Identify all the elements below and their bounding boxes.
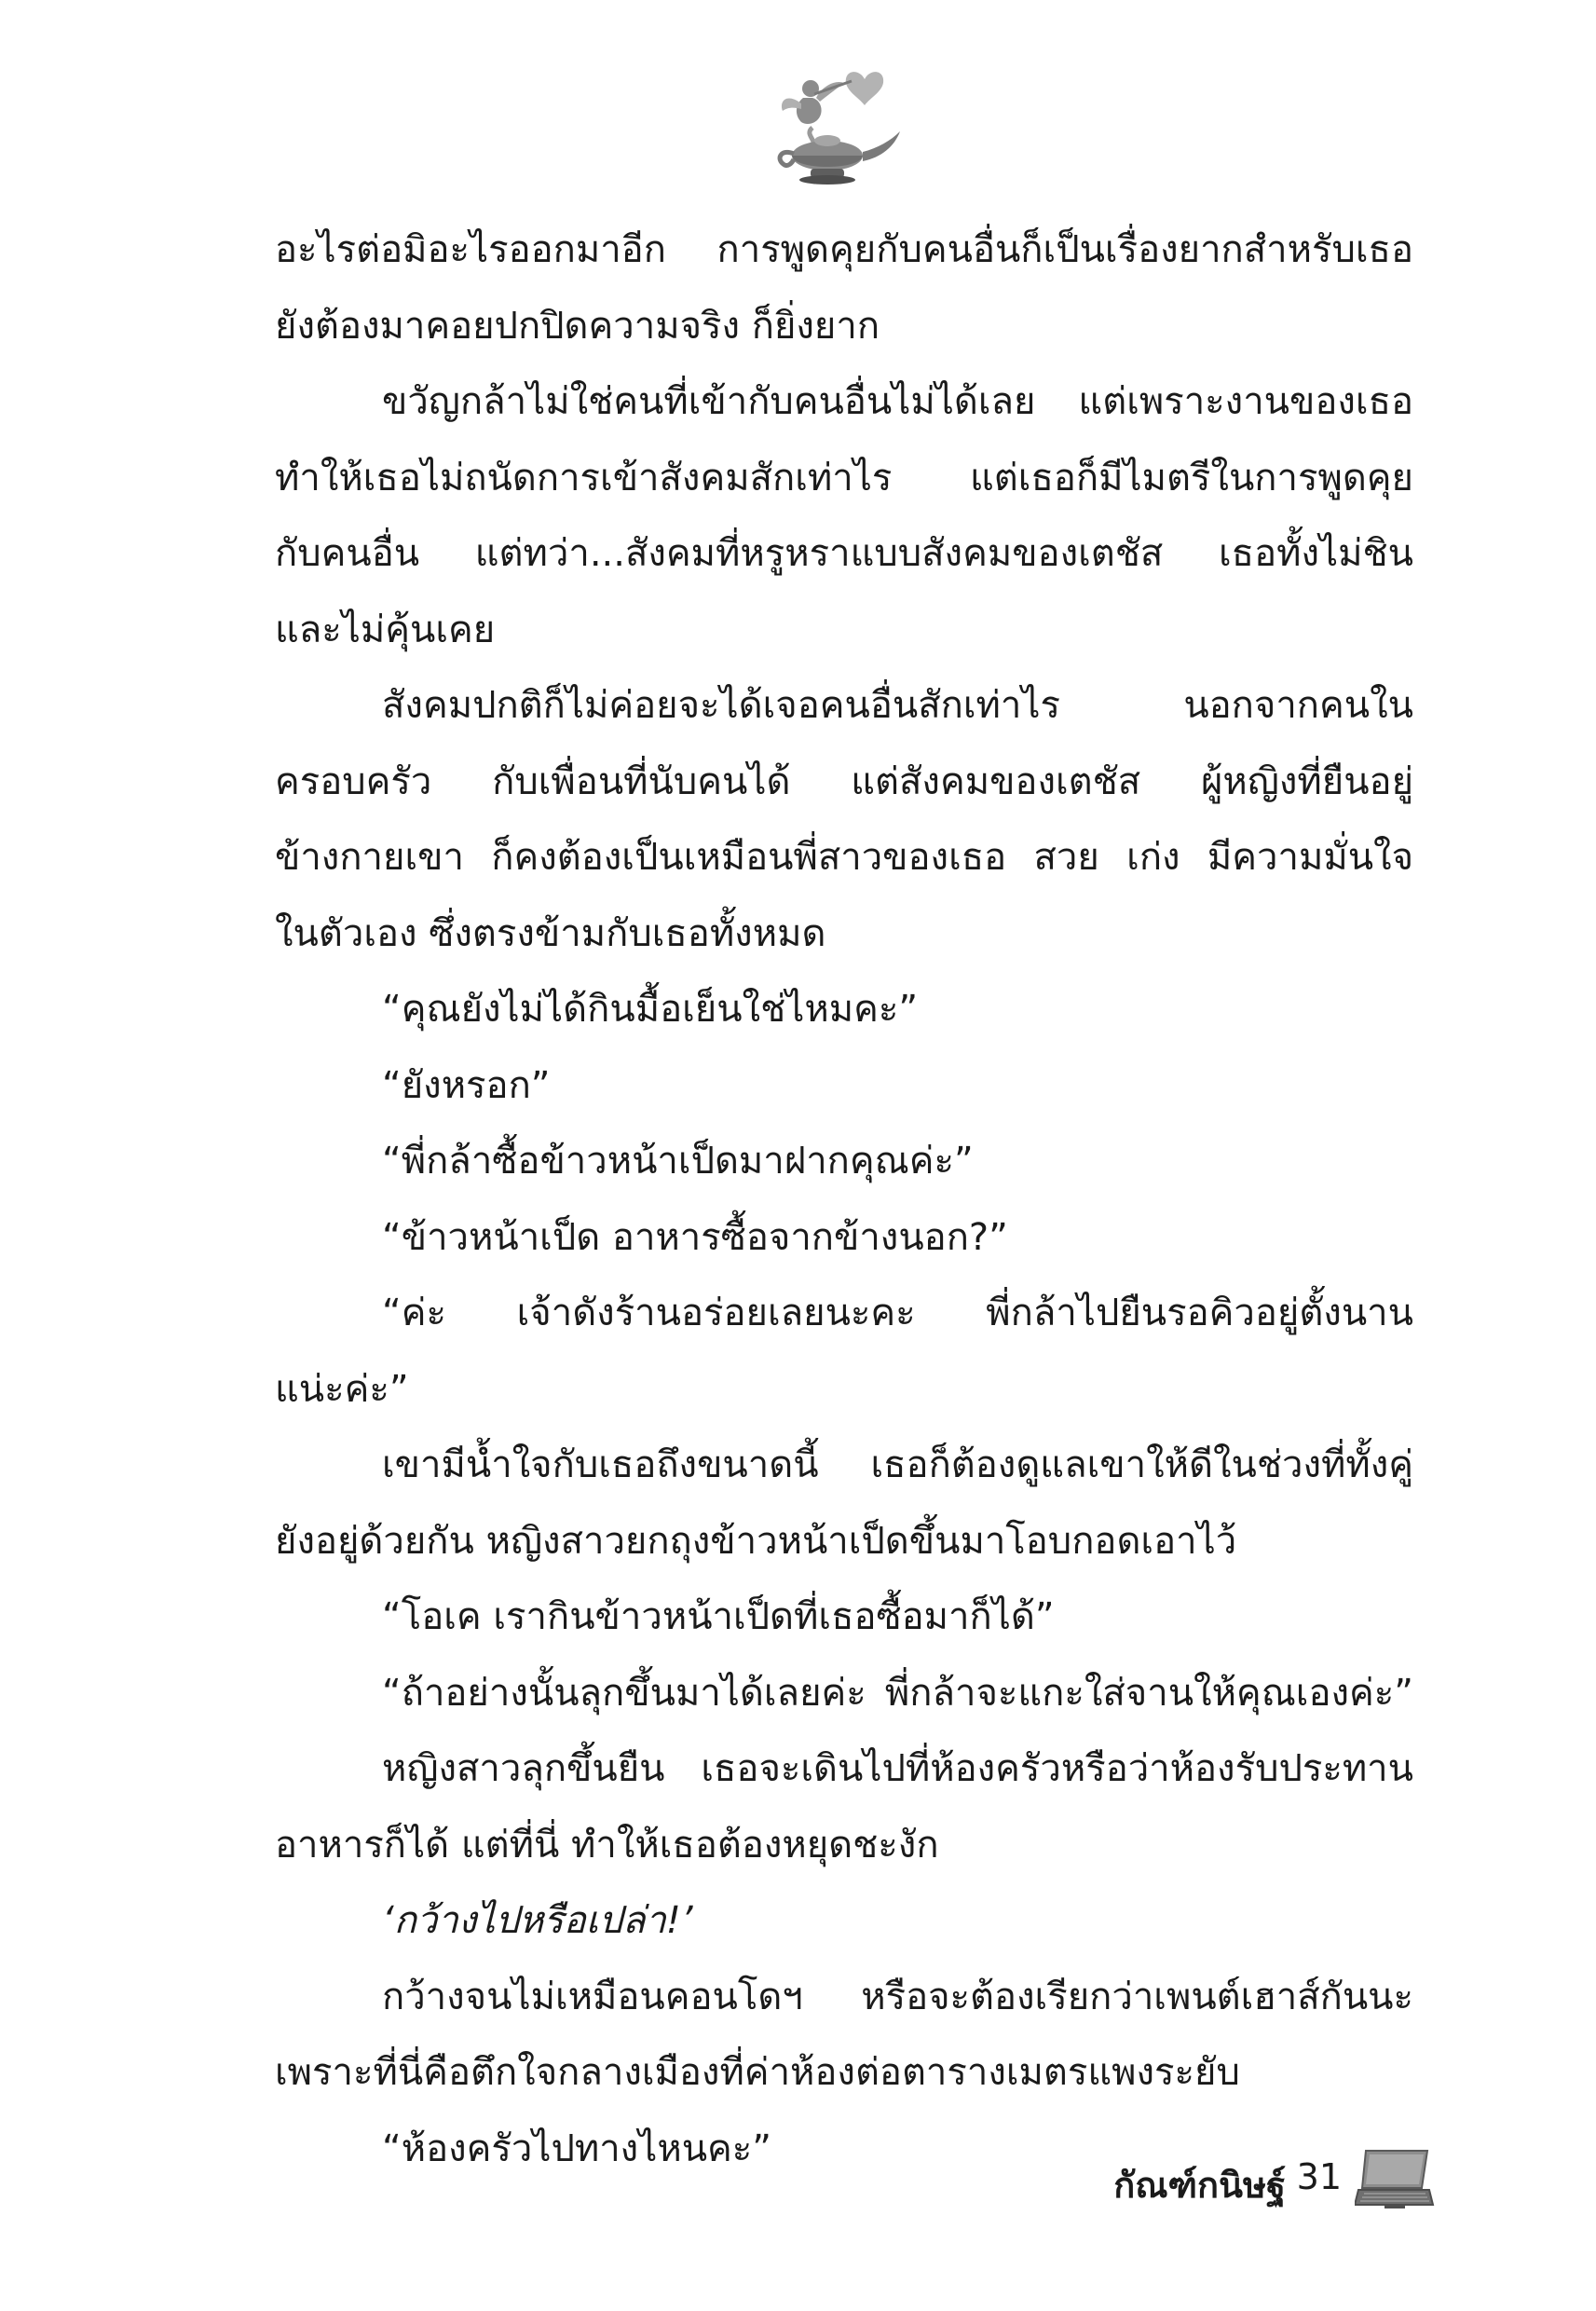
text-line: ในตัวเอง ซึ่งตรงข้ามกับเธอทั้งหมด <box>275 911 826 955</box>
magic-lamp-icon <box>755 51 913 191</box>
body-text <box>275 212 1413 2187</box>
text-line: กับคนอื่น แต่ทว่า...สังคมที่หรูหราแบบสังคมของเตชัส เธอทั้งไม่ชิน <box>275 532 1413 575</box>
text-line: ทำให้เธอไม่ถนัดการเข้าสังคมสักเท่าไร แต่เธอก็มีไมตรีในการพูดคุย <box>275 456 1413 499</box>
text-line: ยังต้องมาคอยปกปิดความจริง ก็ยิ่งยาก <box>275 304 880 348</box>
text-line: ครอบครัว กับเพื่อนที่นับคนได้ แต่สังคมของเตชัส ผู้หญิงที่ยืนอยู่ <box>275 759 1413 803</box>
dialogue-line: “ถ้าอย่างนั้นลุกขึ้นมาได้เลยค่ะ พี่กล้าจะแกะใส่จานให้คุณเองค่ะ” <box>382 1671 1413 1715</box>
text-line: ยังอยู่ด้วยกัน หญิงสาวยกถุงข้าวหน้าเป็ดขึ้นมาโอบกอดเอาไว้ <box>275 1519 1237 1563</box>
text-line: แน่ะค่ะ” <box>275 1367 409 1411</box>
page-number: 31 <box>1296 2156 1342 2197</box>
text-line: และไม่คุ้นเคย <box>275 608 496 651</box>
text-line: ข้างกายเขา ก็คงต้องเป็นเหมือนพี่สาวของเธอ สวย เก่ง มีความมั่นใจ <box>275 836 1413 879</box>
dialogue-line: “ยังหรอก” <box>382 1063 551 1107</box>
dialogue-line: “คุณยังไม่ได้กินมื้อเย็นใช่ไหมคะ” <box>382 988 919 1031</box>
text-line: อาหารก็ได้ แต่ที่นี่ ทำให้เธอต้องหยุดชะงัก <box>275 1823 939 1867</box>
paragraph-start-line: ขวัญกล้าไม่ใช่คนที่เข้ากับคนอื่นไม่ได้เลย แต่เพราะงานของเธอ <box>382 380 1413 423</box>
dialogue-line: “ค่ะ เจ้าดังร้านอร่อยเลยนะคะ พี่กล้าไปยืนรอคิวอยู่ตั้งนาน <box>382 1292 1413 1334</box>
text-line: เพราะที่นี่คือตึกใจกลางเมืองที่ค่าห้องต่อตารางเมตรแพงระยับ <box>275 2051 1240 2094</box>
paragraph-start-line: สังคมปกติก็ไม่ค่อยจะได้เจอคนอื่นสักเท่าไร นอกจากคนใน <box>382 684 1413 727</box>
paragraph-start-line: หญิงสาวลุกขึ้นยืน เธอจะเดินไปที่ห้องครัวหรือว่าห้องรับประทาน <box>382 1747 1413 1790</box>
paragraph-start-line: เขามีน้ำใจกับเธอถึงขนาดนี้ เธอก็ต้องดูแลเขาให้ดีในช่วงที่ทั้งคู่ <box>382 1443 1413 1486</box>
laptop-icon <box>1355 2147 1435 2212</box>
text-line: อะไรต่อมิอะไรออกมาอีก การพูดคุยกับคนอื่นก็เป็นเรื่องยากสำหรับเธอ <box>275 228 1413 271</box>
dialogue-line: “ข้าวหน้าเป็ด อาหารซื้อจากข้างนอก?” <box>382 1215 1008 1259</box>
dialogue-line: “พี่กล้าซื้อข้าวหน้าเป็ดมาฝากคุณค่ะ” <box>382 1140 974 1183</box>
thought-line: ‘กว้างไปหรือเปล่า!’ <box>382 1899 693 1942</box>
dialogue-line: “โอเค เรากินข้าวหน้าเป็ดที่เธอซื้อมาก็ได้” <box>382 1595 1055 1638</box>
paragraph-start-line: กว้างจนไม่เหมือนคอนโดฯ หรือจะต้องเรียกว่าเพนต์เฮาส์กันนะ <box>382 1975 1413 2018</box>
dialogue-line: “ห้องครัวไปทางไหนคะ” <box>382 2126 772 2170</box>
page-footer <box>1044 2143 1435 2218</box>
book-title: กัณฑ์กนิษฐ์ <box>1113 2165 1286 2206</box>
